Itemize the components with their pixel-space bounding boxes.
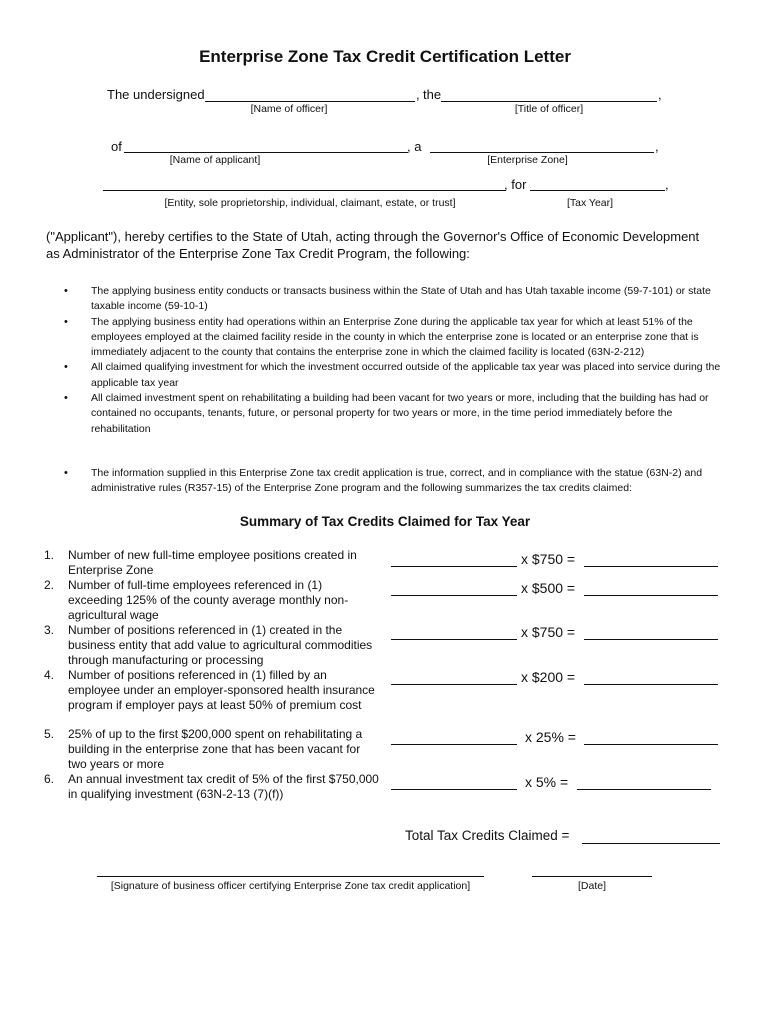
entity-caption: [Entity, sole proprietorship, individual, claimant, estate, or trust]	[164, 197, 456, 209]
item-number: 1.	[44, 548, 55, 562]
bullet-icon: •	[64, 315, 68, 328]
credit-field-3[interactable]	[584, 639, 718, 640]
quantity-field-3[interactable]	[391, 639, 517, 640]
the-label: the	[423, 87, 442, 102]
multiplier-2: x $500 =	[521, 580, 576, 596]
summary-item-1	[44, 548, 379, 578]
total-field[interactable]	[582, 843, 720, 844]
bullet-icon: •	[64, 392, 68, 405]
credit-field-1[interactable]	[584, 566, 718, 567]
quantity-field-6[interactable]	[391, 789, 517, 790]
multiplier-1: x $750 =	[521, 551, 576, 567]
item-text: An annual investment tax credit of 5% of the first $750,000 in qualifying investment (63N-2-13 (7)(f))	[68, 772, 379, 801]
entity-type-field[interactable]	[103, 190, 506, 191]
name-of-applicant-caption: [Name of applicant]	[169, 154, 261, 166]
summary-item-5	[44, 727, 379, 772]
title-of-officer-caption: [Title of officer]	[514, 103, 584, 115]
multiplier-6: x 5% =	[525, 774, 569, 790]
enterprise-zone-field[interactable]	[430, 152, 654, 153]
comma: ,	[658, 87, 662, 102]
total-label: Total Tax Credits Claimed =	[405, 828, 570, 843]
bullet-text: The information supplied in this Enterprise Zone tax credit application is true, correct, and in compliance with the statue (63N-2) and administrative rules (R357-15) of the Enterprise Zone program and the following summarizes the tax credits claimed:	[91, 467, 703, 495]
bullet-text: All claimed qualifying investment for which the investment occurred outside of the applicable tax year was placed into service during the applicable tax year	[91, 361, 721, 389]
item-text: Number of positions referenced in (1) filled by an employee under an employer-sponsored health insurance program if employer pays at least 50% of premium cost	[68, 668, 375, 712]
bullet-text: All claimed investment spent on rehabilitating a building had been vacant for two years or more, including that the building has had or contained no occupants, tenants, future, or personal property for two years or more, in the time period immediately before the rehabilitation	[91, 392, 709, 435]
summary-title: Summary of Tax Credits Claimed for Tax Year	[239, 514, 531, 529]
quantity-field-2[interactable]	[391, 595, 517, 596]
credit-field-6[interactable]	[577, 789, 711, 790]
item-number: 3.	[44, 623, 55, 637]
name-of-officer-caption: [Name of officer]	[250, 103, 328, 115]
summary-item-6	[44, 772, 379, 802]
officer-name-field[interactable]	[205, 101, 415, 102]
list-item	[64, 284, 728, 315]
bullet-icon: •	[64, 467, 68, 479]
multiplier-4: x $200 =	[521, 669, 576, 685]
bullet-icon: •	[64, 361, 68, 374]
summary-item-2	[44, 578, 379, 623]
a-label: , a	[407, 139, 422, 154]
comma: ,	[655, 139, 659, 154]
summary-item-4	[44, 668, 379, 713]
comma: ,	[665, 177, 669, 192]
credit-field-5[interactable]	[584, 744, 718, 745]
credit-field-2[interactable]	[584, 595, 718, 596]
multiplier-3: x $750 =	[521, 624, 576, 640]
item-text: Number of full-time employees referenced in (1) exceeding 125% of the county average monthly non-agricultural wage	[68, 578, 349, 622]
item-number: 4.	[44, 668, 55, 682]
multiplier-5: x 25% =	[525, 729, 576, 745]
quantity-field-5[interactable]	[391, 744, 517, 745]
item-number: 2.	[44, 578, 55, 592]
list-item	[64, 466, 728, 497]
signature-field[interactable]	[97, 876, 484, 877]
bullet-text: The applying business entity conducts or transacts business within the State of Utah and has Utah taxable income (59-7-101) or state taxable income (59-10-1)	[91, 285, 711, 313]
date-field[interactable]	[532, 876, 652, 877]
summary-item-3	[44, 623, 379, 668]
undersigned-label: The undersigned	[107, 87, 205, 102]
signature-caption: [Signature of business officer certifying Enterprise Zone tax credit application]	[110, 880, 471, 892]
list-item	[64, 360, 728, 391]
item-text: Number of positions referenced in (1) created in the business entity that add value to agricultural commodities through manufacturing or processing	[68, 623, 373, 667]
item-number: 6.	[44, 772, 55, 786]
applicant-name-field[interactable]	[124, 152, 408, 153]
quantity-field-1[interactable]	[391, 566, 517, 567]
tax-year-caption: [Tax Year]	[566, 197, 614, 209]
credit-field-4[interactable]	[584, 684, 718, 685]
officer-title-field[interactable]	[441, 101, 657, 102]
document-title: Enterprise Zone Tax Credit Certification Letter	[199, 47, 571, 66]
enterprise-zone-caption: [Enterprise Zone]	[487, 154, 568, 166]
certification-paragraph: ("Applicant"), hereby certifies to the State of Utah, acting through the Governor's Office of Economic Development as Administrator of the Enterprise Zone Tax Credit Program, the following:	[46, 229, 700, 261]
item-text: 25% of up to the first $200,000 spent on rehabilitating a building in the enterprise zone that has been vacant for two years or more	[68, 727, 363, 771]
of-label: of	[111, 139, 122, 154]
tax-year-field[interactable]	[530, 190, 665, 191]
certification-bullet-final	[64, 466, 728, 497]
bullet-icon: •	[64, 285, 68, 297]
comma: ,	[416, 87, 420, 102]
bullet-text: The applying business entity had operations within an Enterprise Zone during the applicable tax year for which at least 51% of the employees employed at the claimed facility reside in the county in which the enterprise zone is located or an enterprise zone that is immediately adjacent to the county that contains the enterprise zone in which the claimed facility is located (63N-2-212)	[91, 315, 699, 359]
item-number: 5.	[44, 727, 55, 741]
date-caption: [Date]	[577, 880, 606, 892]
certification-bullets	[64, 284, 728, 437]
quantity-field-4[interactable]	[391, 684, 517, 685]
item-text: Number of new full-time employee positions created in Enterprise Zone	[68, 548, 357, 577]
for-label: , for	[504, 177, 527, 192]
list-item	[64, 315, 728, 361]
list-item	[64, 391, 728, 437]
